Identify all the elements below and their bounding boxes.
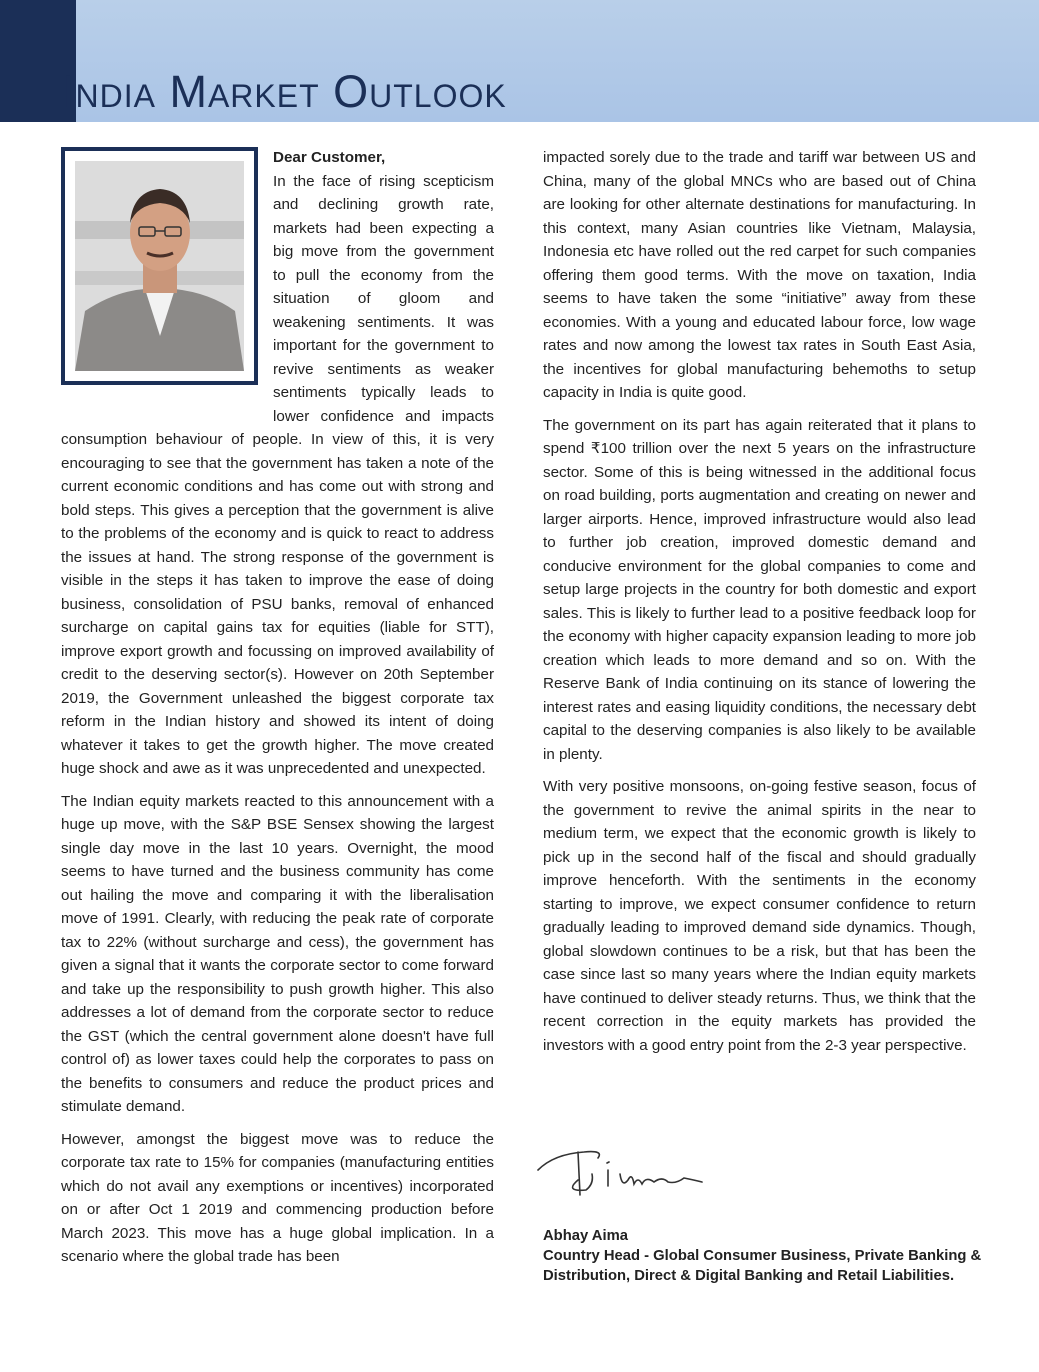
page-title: India Market Outlook <box>62 66 507 117</box>
photo-spacer <box>61 146 273 408</box>
letter-paragraph-3: However, amongst the biggest move was to reduce the corporate tax rate to 15% for companies (manufacturing entities which do not avail any exemptions or incentives) incorporated on or after Oct 1 2019 and commencing production before March 2023. This move has a huge global implication. In a scenario where the global trade has been <box>61 1130 494 1265</box>
signature-graphic <box>534 1140 714 1210</box>
signatory-title: Country Head - Global Consumer Business, Private Banking & Distribution, Direct & Digital Banking and Retail Liabilities. <box>543 1248 982 1284</box>
signoff-block <box>543 1226 983 1286</box>
letter-paragraph-2: The Indian equity markets reacted to this announcement with a huge up move, with the S&P BSE Sensex showing the largest single day move in the last 10 years. Overnight, the mood seems to have turned and the business community has come out hailing the move and comparing it with the liberalisation move of 1991. Clearly, with reducing the peak rate of corporate tax to 22% (without surcharge and cess), the government has given a signal that it wants the corporate sector to come forward and take up the responsibility to push growth higher. This also addresses a lot of demand from the corporate sector to reduce the GST (which the central government alone doesn't have full control of) as lower taxes could help the corporates to pass on the benefits to consumers and reduce the product prices and stimulate demand. <box>61 792 494 1115</box>
letter-paragraph-6: With very positive monsoons, on-going festive season, focus of the government to revive the animal spirits in the near to medium term, we expect that the economic growth is likely to pick up in the second half of the fiscal and should gradually improve henceforth. With the sentiments in the economy starting to improve, we expect consumer confidence to return gradually leading to improved demand side dynamics. Though, global slowdown continues to be a risk, but that has been the case since last so many years where the Indian equity markets have continued to deliver steady returns. Thus, we think that the recent correction in the equity markets has provided the investors with a good entry point from the 2-3 year perspective. <box>543 778 976 1054</box>
letter-paragraph-4: impacted sorely due to the trade and tariff war between US and China, many of the global MNCs who are based out of China are looking for other alternate destinations for manufacturing. In this context, many Asian countries like Vietnam, Malaysia, Indonesia etc have rolled out the red carpet for such companies offering them good terms. With the move on taxation, India seems to have taken the some “initiative” away from these economies. With a young and educated labour force, low wage rates and now among the lowest tax rates in South East Asia, the incentives for global manufacturing behemoths to setup capacity in India is quite good. <box>543 149 976 401</box>
signatory-name: Abhay Aima <box>543 1228 628 1244</box>
handwritten-signature <box>534 1140 714 1210</box>
letter-paragraph-5: The government on its part has again reiterated that it plans to spend ₹100 trillion over the next 5 years on the infrastructure sector. Some of this is being witnessed in the additional focus on road building, ports augmentation and creating on newer and larger airports. Hence, improved infrastructure would also lead to further job creation, improved domestic demand and conducive environment for the global companies to come and setup large projects in the country for both domestic and export sales. This is likely to further lead to a positive feedback loop for the economy with higher capacity expansion leading to more job creation which leads to more demand and so on. With the Reserve Bank of India continuing on its stance of lowering the interest rates and easing liquidity conditions, the necessary debt capital to the deserving companies is also likely to be available in plenty. <box>543 416 976 763</box>
right-column <box>543 146 976 1066</box>
paragraph-text: In the face of rising scepticism and declining growth rate, markets had been expecting a big move from the government to pull the economy from the situation of gloom and weakening sentiments. It was important for the government to revive sentiments as weaker sentiments typically leads to lower confidence and impacts consumption behaviour of people. In view of this, it is very encouraging to see that the government has taken a note of the current economic conditions and has come out with strong and bold steps. This gives a perception that the government is alive to the problems of the economy and is quick to react to address the issues at hand. The strong response of the government is visible in the steps it has taken to improve the ease of doing business, consolidation of PSU banks, removal of enhanced surcharge on capital gains tax for equities (liable for STT), improve export growth and focussing on improved availability of credit to the deserving sector(s). However on 20th September 2019, the Government unleashed the biggest corporate tax reform in the Indian history and showed its intent of doing whatever it takes to get the growth higher. The move created huge shock and awe as it was unprecedented and unexpected. <box>61 172 494 777</box>
greeting: Dear Customer, <box>273 149 386 166</box>
left-column <box>61 146 494 1278</box>
